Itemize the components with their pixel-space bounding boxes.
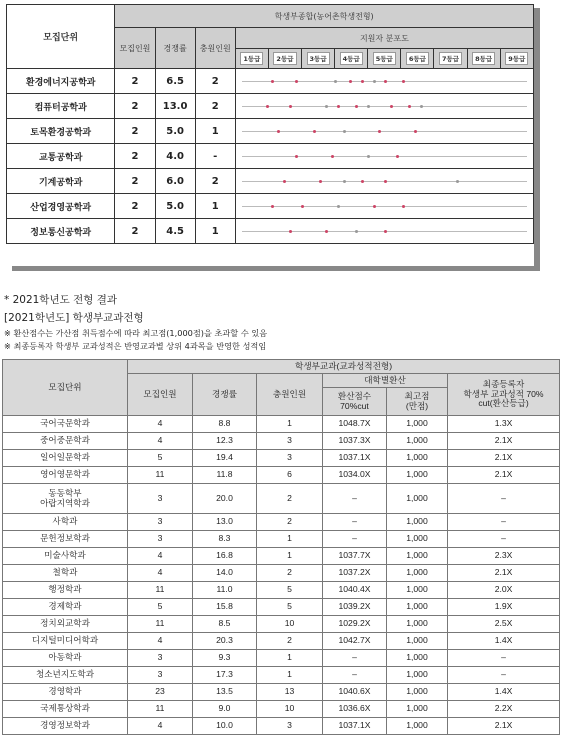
distribution-cell — [235, 194, 533, 219]
cell-max: 1,000 — [387, 565, 448, 582]
distribution-dot — [373, 80, 376, 83]
grade-label: 1등급 — [240, 52, 263, 65]
distribution-dot — [295, 80, 298, 83]
distribution-line — [242, 156, 527, 157]
note-converted-score: ※ 환산점수는 가산점 취득점수에 따라 최고점(1,000점)을 초과할 수 있음 — [4, 328, 268, 338]
cell-comp: 5.0 — [155, 194, 195, 219]
cell-added: 1 — [257, 531, 323, 548]
cell-added: 5 — [257, 599, 323, 616]
distribution-dot — [384, 80, 387, 83]
cell-unit: 아동학과 — [3, 650, 128, 667]
table-row — [3, 433, 560, 450]
cell-comp: 13.0 — [193, 514, 257, 531]
header-group: 학생부교과(교과성적전형) — [128, 360, 560, 374]
student-record-table — [2, 359, 560, 735]
table-row — [3, 467, 560, 484]
distribution-dot — [295, 155, 298, 158]
distribution-dot — [408, 105, 411, 108]
cell-cut: 1037.1X — [323, 718, 387, 735]
distribution-dot — [355, 105, 358, 108]
cell-quota: 2 — [115, 194, 155, 219]
table-row — [3, 667, 560, 684]
grade-label: 4등급 — [340, 52, 363, 65]
distribution-dot — [456, 180, 459, 183]
distribution-dot — [337, 105, 340, 108]
admission-title: [2021학년도] 학생부교과전형 — [4, 312, 144, 324]
cell-max: 1,000 — [387, 650, 448, 667]
col-final-text: 최종등록자 학생부 교과성적 70% cut(환산등급) — [463, 378, 544, 409]
distribution-dot — [343, 130, 346, 133]
cell-quota: 4 — [128, 565, 193, 582]
cell-cut: 1037.3X — [323, 433, 387, 450]
cell-quota: 3 — [128, 531, 193, 548]
note-final-grade: ※ 최종등록자 학생부 교과성적은 반영교과별 상위 4과목을 반영한 성적임 — [4, 341, 267, 351]
col-cut-text: 환산점수 70%cut — [337, 390, 372, 411]
distribution-dot — [414, 130, 417, 133]
grade-label: 6등급 — [406, 52, 429, 65]
cell-max: 1,000 — [387, 616, 448, 633]
distribution-cell — [235, 144, 533, 169]
top-header-main: 학생부종합(농어촌학생전형) — [115, 5, 534, 28]
cell-comp: 4.5 — [155, 219, 195, 244]
distribution-line — [242, 106, 527, 107]
table-row — [3, 650, 560, 667]
cell-final: – — [448, 531, 560, 548]
distribution-dot — [420, 105, 423, 108]
grade-header-cell — [401, 49, 434, 69]
cell-unit: 환경에너지공학과 — [7, 69, 115, 94]
cell-unit: 교통공학과 — [7, 144, 115, 169]
distribution-cell — [235, 169, 533, 194]
cell-cut: – — [323, 514, 387, 531]
cell-unit: 컴퓨터공학과 — [7, 94, 115, 119]
distribution-dot — [337, 205, 340, 208]
cell-quota: 11 — [128, 616, 193, 633]
cell-cut: 1037.1X — [323, 450, 387, 467]
grade-label: 5등급 — [373, 52, 396, 65]
cell-unit: 국제통상학과 — [3, 701, 128, 718]
distribution-dot — [319, 180, 322, 183]
cell-added: 1 — [257, 416, 323, 433]
distribution-dot — [402, 80, 405, 83]
cell-unit: 기계공학과 — [7, 169, 115, 194]
cell-final: 2.1X — [448, 467, 560, 484]
table-row — [3, 416, 560, 433]
cell-max: 1,000 — [387, 514, 448, 531]
cell-comp: 11.8 — [193, 467, 257, 484]
col-added: 충원인원 — [257, 374, 323, 416]
cell-unit: 디지털미디어학과 — [3, 633, 128, 650]
table-row — [3, 484, 560, 514]
grade-header-cell — [500, 49, 533, 69]
grade-header-cell — [434, 49, 467, 69]
cell-comp: 8.3 — [193, 531, 257, 548]
grade-header-cell — [368, 49, 401, 69]
cell-unit: 사학과 — [3, 514, 128, 531]
grade-label: 2등급 — [273, 52, 296, 65]
cell-comp: 19.4 — [193, 450, 257, 467]
cell-unit: 행정학과 — [3, 582, 128, 599]
farming-admission-table — [6, 4, 534, 244]
cell-comp: 13.0 — [155, 94, 195, 119]
cell-cut: – — [323, 650, 387, 667]
cell-comp: 9.3 — [193, 650, 257, 667]
table-row — [3, 718, 560, 735]
cell-final: 1.4X — [448, 684, 560, 701]
col-max-text: 최고점 (만점) — [404, 390, 430, 411]
cell-added: 13 — [257, 684, 323, 701]
col-quota: 모집인원 — [128, 374, 193, 416]
cell-final: 2.1X — [448, 718, 560, 735]
cell-quota: 11 — [128, 701, 193, 718]
distribution-dot — [325, 230, 328, 233]
cell-quota: 5 — [128, 599, 193, 616]
cell-cut: 1036.6X — [323, 701, 387, 718]
cell-max: 1,000 — [387, 684, 448, 701]
table-row — [3, 548, 560, 565]
distribution-dot — [361, 180, 364, 183]
distribution-cell — [235, 69, 533, 94]
distribution-cell — [235, 94, 533, 119]
cell-added: 2 — [195, 69, 235, 94]
cell-comp: 15.8 — [193, 599, 257, 616]
cell-final: – — [448, 484, 560, 514]
distribution-dot — [378, 130, 381, 133]
cell-cut: 1040.4X — [323, 582, 387, 599]
cell-max: 1,000 — [387, 531, 448, 548]
cell-quota: 3 — [128, 650, 193, 667]
cell-cut: – — [323, 667, 387, 684]
distribution-dot — [367, 105, 370, 108]
cell-final: 1.4X — [448, 633, 560, 650]
grade-header-cell — [235, 49, 268, 69]
cell-unit: 경영학과 — [3, 684, 128, 701]
grade-label: 9등급 — [505, 52, 528, 65]
cell-comp: 8.5 — [193, 616, 257, 633]
distribution-dot — [367, 155, 370, 158]
cell-max: 1,000 — [387, 450, 448, 467]
table-row — [3, 684, 560, 701]
distribution-dot — [266, 105, 269, 108]
cell-final: 2.1X — [448, 433, 560, 450]
table-shadow-right — [534, 8, 540, 270]
cell-unit: 미술사학과 — [3, 548, 128, 565]
cell-comp: 14.0 — [193, 565, 257, 582]
cell-cut: 1037.2X — [323, 565, 387, 582]
distribution-dot — [283, 180, 286, 183]
cell-max: 1,000 — [387, 633, 448, 650]
distribution-dot — [384, 230, 387, 233]
table-row — [7, 194, 534, 219]
cell-max: 1,000 — [387, 548, 448, 565]
top-col-unit: 모집단위 — [7, 5, 115, 69]
cell-unit: 경영정보학과 — [3, 718, 128, 735]
grade-label: 7등급 — [439, 52, 462, 65]
cell-added: 1 — [257, 667, 323, 684]
cell-comp: 6.0 — [155, 169, 195, 194]
cell-quota: 4 — [128, 633, 193, 650]
distribution-dot — [301, 205, 304, 208]
distribution-dot — [390, 105, 393, 108]
cell-unit: 청소년지도학과 — [3, 667, 128, 684]
distribution-cell — [235, 219, 533, 244]
cell-final: 2.3X — [448, 548, 560, 565]
cell-added: - — [195, 144, 235, 169]
cell-unit: 산업경영공학과 — [7, 194, 115, 219]
cell-quota: 4 — [128, 548, 193, 565]
cell-quota: 4 — [128, 433, 193, 450]
cell-comp: 4.0 — [155, 144, 195, 169]
distribution-dot — [334, 80, 337, 83]
cell-max: 1,000 — [387, 484, 448, 514]
cell-quota: 2 — [115, 119, 155, 144]
cell-added: 3 — [257, 433, 323, 450]
table-row — [7, 219, 534, 244]
cell-added: 2 — [257, 633, 323, 650]
cell-unit: 중어중문학과 — [3, 433, 128, 450]
cell-unit: 일어일문학과 — [3, 450, 128, 467]
cell-added: 5 — [257, 582, 323, 599]
col-unit: 모집단위 — [3, 360, 128, 416]
distribution-dot — [325, 105, 328, 108]
cell-unit: 경제학과 — [3, 599, 128, 616]
distribution-dot — [396, 155, 399, 158]
cell-added: 10 — [257, 701, 323, 718]
distribution-cell — [235, 119, 533, 144]
table-row — [7, 69, 534, 94]
cell-max: 1,000 — [387, 599, 448, 616]
cell-max: 1,000 — [387, 701, 448, 718]
cell-quota: 11 — [128, 582, 193, 599]
cell-quota: 2 — [115, 144, 155, 169]
table-row — [3, 565, 560, 582]
cell-unit: 철학과 — [3, 565, 128, 582]
cell-quota: 2 — [115, 69, 155, 94]
distribution-line — [242, 206, 527, 207]
top-col-dist: 지원자 분포도 — [235, 28, 533, 49]
cell-unit: 영어영문학과 — [3, 467, 128, 484]
distribution-dot — [373, 205, 376, 208]
cell-comp: 17.3 — [193, 667, 257, 684]
cell-comp: 20.0 — [193, 484, 257, 514]
table-row — [3, 582, 560, 599]
cell-quota: 4 — [128, 718, 193, 735]
grade-header-cell — [268, 49, 301, 69]
grade-label: 3등급 — [307, 52, 330, 65]
cell-final: – — [448, 667, 560, 684]
cell-max: 1,000 — [387, 467, 448, 484]
cell-quota: 3 — [128, 667, 193, 684]
cell-quota: 11 — [128, 467, 193, 484]
cell-quota: 2 — [115, 169, 155, 194]
cell-added: 1 — [257, 650, 323, 667]
cell-comp: 11.0 — [193, 582, 257, 599]
cell-final: 2.1X — [448, 565, 560, 582]
grade-header-cell — [302, 49, 335, 69]
cell-max: 1,000 — [387, 667, 448, 684]
grade-header-cell — [467, 49, 500, 69]
col-comp: 경쟁률 — [193, 374, 257, 416]
cell-added: 1 — [195, 194, 235, 219]
distribution-line — [242, 131, 527, 132]
cell-comp: 16.8 — [193, 548, 257, 565]
cell-comp: 8.8 — [193, 416, 257, 433]
cell-added: 6 — [257, 467, 323, 484]
table-row — [7, 169, 534, 194]
cell-comp: 12.3 — [193, 433, 257, 450]
distribution-dot — [289, 230, 292, 233]
distribution-dot — [313, 130, 316, 133]
distribution-dot — [384, 180, 387, 183]
cell-unit: 정치외교학과 — [3, 616, 128, 633]
cell-comp: 5.0 — [155, 119, 195, 144]
distribution-dot — [402, 205, 405, 208]
table-row — [3, 450, 560, 467]
cell-added: 10 — [257, 616, 323, 633]
cell-final: – — [448, 514, 560, 531]
top-col-quota: 모집인원 — [115, 28, 155, 69]
table-row — [3, 701, 560, 718]
cell-max: 1,000 — [387, 582, 448, 599]
cell-final: 1.9X — [448, 599, 560, 616]
distribution-dot — [289, 105, 292, 108]
cell-unit: 국어국문학과 — [3, 416, 128, 433]
cell-max: 1,000 — [387, 718, 448, 735]
cell-unit: 정보통신공학과 — [7, 219, 115, 244]
distribution-dot — [361, 80, 364, 83]
table-row — [3, 633, 560, 650]
distribution-dot — [349, 80, 352, 83]
table-row — [7, 119, 534, 144]
cell-final: 1.3X — [448, 416, 560, 433]
cell-quota: 5 — [128, 450, 193, 467]
cell-comp: 13.5 — [193, 684, 257, 701]
col-max — [387, 388, 448, 416]
cell-quota: 3 — [128, 484, 193, 514]
table-row — [3, 531, 560, 548]
distribution-dot — [331, 155, 334, 158]
grade-label: 8등급 — [472, 52, 495, 65]
cell-added: 2 — [195, 169, 235, 194]
cell-cut: 1039.2X — [323, 599, 387, 616]
cell-added: 2 — [257, 565, 323, 582]
cell-final: 2.0X — [448, 582, 560, 599]
distribution-dot — [355, 230, 358, 233]
cell-max: 1,000 — [387, 433, 448, 450]
col-score-group: 대학별환산 — [323, 374, 448, 388]
cell-added: 3 — [257, 718, 323, 735]
cell-cut: – — [323, 531, 387, 548]
cell-final: – — [448, 650, 560, 667]
cell-added: 2 — [195, 94, 235, 119]
top-col-comp: 경쟁률 — [155, 28, 195, 69]
cell-quota: 4 — [128, 416, 193, 433]
table-shadow-bottom — [12, 266, 540, 271]
cell-final: 2.2X — [448, 701, 560, 718]
cell-quota: 3 — [128, 514, 193, 531]
cell-added: 2 — [257, 484, 323, 514]
cell-added: 1 — [195, 219, 235, 244]
table-row — [3, 616, 560, 633]
table-row — [3, 514, 560, 531]
cell-added: 2 — [257, 514, 323, 531]
cell-added: 3 — [257, 450, 323, 467]
distribution-dot — [343, 180, 346, 183]
cell-cut: 1040.6X — [323, 684, 387, 701]
cell-max: 1,000 — [387, 416, 448, 433]
table-row — [7, 94, 534, 119]
cell-added: 1 — [195, 119, 235, 144]
result-year-note: * 2021학년도 전형 결과 — [4, 294, 117, 306]
col-cut — [323, 388, 387, 416]
cell-cut: 1048.7X — [323, 416, 387, 433]
cell-unit: 문헌정보학과 — [3, 531, 128, 548]
cell-unit: 동동학부 아랍지역학과 — [3, 484, 128, 514]
cell-comp: 20.3 — [193, 633, 257, 650]
cell-final: 2.1X — [448, 450, 560, 467]
cell-quota: 2 — [115, 219, 155, 244]
cell-quota: 2 — [115, 94, 155, 119]
cell-comp: 6.5 — [155, 69, 195, 94]
cell-comp: 10.0 — [193, 718, 257, 735]
grade-header-cell — [335, 49, 368, 69]
distribution-dot — [277, 130, 280, 133]
table-row — [7, 144, 534, 169]
cell-cut: 1034.0X — [323, 467, 387, 484]
cell-final: 2.5X — [448, 616, 560, 633]
cell-unit: 토목환경공학과 — [7, 119, 115, 144]
cell-cut: 1029.2X — [323, 616, 387, 633]
cell-comp: 9.0 — [193, 701, 257, 718]
cell-cut: 1042.7X — [323, 633, 387, 650]
col-final — [448, 374, 560, 416]
table-row — [3, 599, 560, 616]
top-col-added: 충원인원 — [195, 28, 235, 69]
cell-cut: – — [323, 484, 387, 514]
cell-quota: 23 — [128, 684, 193, 701]
cell-cut: 1037.7X — [323, 548, 387, 565]
cell-added: 1 — [257, 548, 323, 565]
